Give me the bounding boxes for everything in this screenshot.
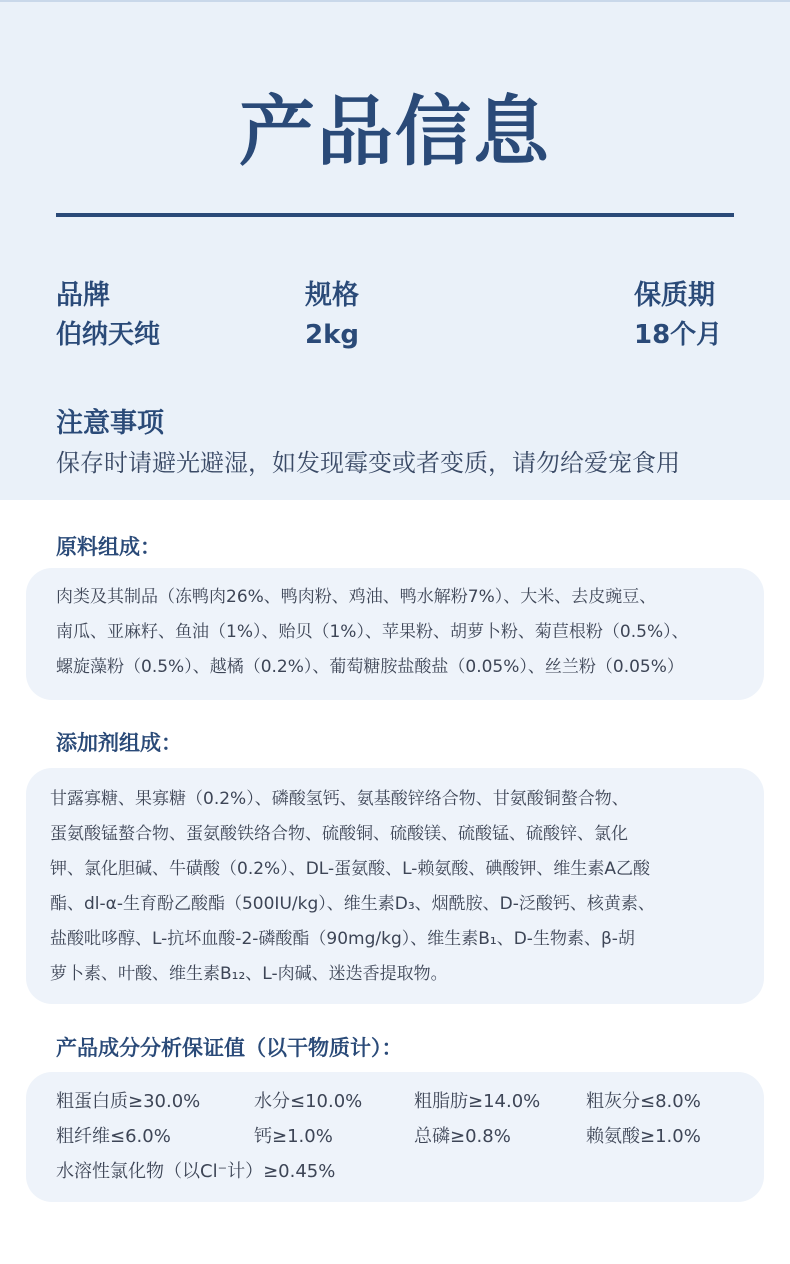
- additives-title: 添加剂组成：: [56, 731, 182, 755]
- title-divider: [56, 213, 734, 217]
- analysis-title: 产品成分分析保证值（以干物质计）：: [56, 1036, 403, 1060]
- analysis-row: [56, 1119, 744, 1154]
- shelf-life-value: 18个月: [634, 320, 723, 350]
- info-shelf-life: [634, 278, 722, 354]
- brand-value: 伯纳天纯: [56, 320, 161, 350]
- analysis-item: 总磷≥0.8%: [414, 1126, 511, 1147]
- header-panel: [0, 0, 790, 500]
- notice-label: 注意事项: [56, 408, 164, 439]
- ingredients-card: [26, 568, 764, 700]
- info-spec: [305, 278, 359, 354]
- brand-label: 品牌: [56, 280, 110, 311]
- notice-text: 保存时请避光避湿，如发现霉变或者变质，请勿给爱宠食用: [56, 449, 680, 477]
- spec-value: 2kg: [305, 320, 359, 350]
- analysis-item: 水溶性氯化物（以Cl⁻计）≥0.45%: [56, 1161, 336, 1182]
- analysis-item: 粗脂肪≥14.0%: [414, 1091, 541, 1112]
- additives-text: 甘露寡糖、果寡糖（0.2%）、磷酸氢钙、氨基酸锌络合物、甘氨酸铜螯合物、 蛋氨酸锰螯合物、蛋氨酸铁络合物、硫酸铜、硫酸镁、硫酸锰、硫酸锌、氯化 钾、氯化胆碱、牛磺酸（0.2%）、DL-蛋氨酸、L-赖氨酸、碘酸钾、维生素A乙酸 酯、dl-α-生育酚乙酸酯（500IU/kg）、维生素D₃、烟酰胺、D-泛酸钙、核黄素、 盐酸吡哆醇、L-抗坏血酸-2-磷酸酯（90mg/kg）、维生素B₁、D-生物素、β-胡 萝卜素、叶酸、维生素B₁₂、L-肉碱、迷迭香提取物。: [50, 789, 655, 984]
- page-title: 产品信息: [239, 87, 551, 176]
- analysis-item: 粗蛋白质≥30.0%: [56, 1091, 201, 1112]
- ingredients-text: 肉类及其制品（冻鸭肉26%、鸭肉粉、鸡油、鸭水解粉7%）、大米、去皮豌豆、 南瓜、亚麻籽、鱼油（1%）、贻贝（1%）、苹果粉、胡萝卜粉、菊苣根粉（0.5%）、 螺旋藻粉（0.5%）、越橘（0.2%）、葡萄糖胺盐酸盐（0.05%）、丝兰粉（0.05%）: [56, 587, 689, 677]
- shelf-life-label: 保质期: [634, 280, 715, 311]
- ingredients-title: 原料组成：: [56, 535, 161, 559]
- analysis-item: 粗纤维≤6.0%: [56, 1126, 171, 1147]
- analysis-item: 钙≥1.0%: [254, 1126, 333, 1147]
- analysis-item: 粗灰分≤8.0%: [586, 1091, 701, 1112]
- additives-card: [26, 768, 764, 1004]
- spec-label: 规格: [305, 280, 359, 311]
- analysis-row: [56, 1084, 744, 1119]
- notice-block: [56, 406, 680, 482]
- analysis-item: 赖氨酸≥1.0%: [586, 1126, 701, 1147]
- analysis-item: 水分≤10.0%: [254, 1091, 363, 1112]
- analysis-row: [56, 1154, 744, 1189]
- info-brand: [56, 278, 160, 354]
- analysis-card: [26, 1072, 764, 1202]
